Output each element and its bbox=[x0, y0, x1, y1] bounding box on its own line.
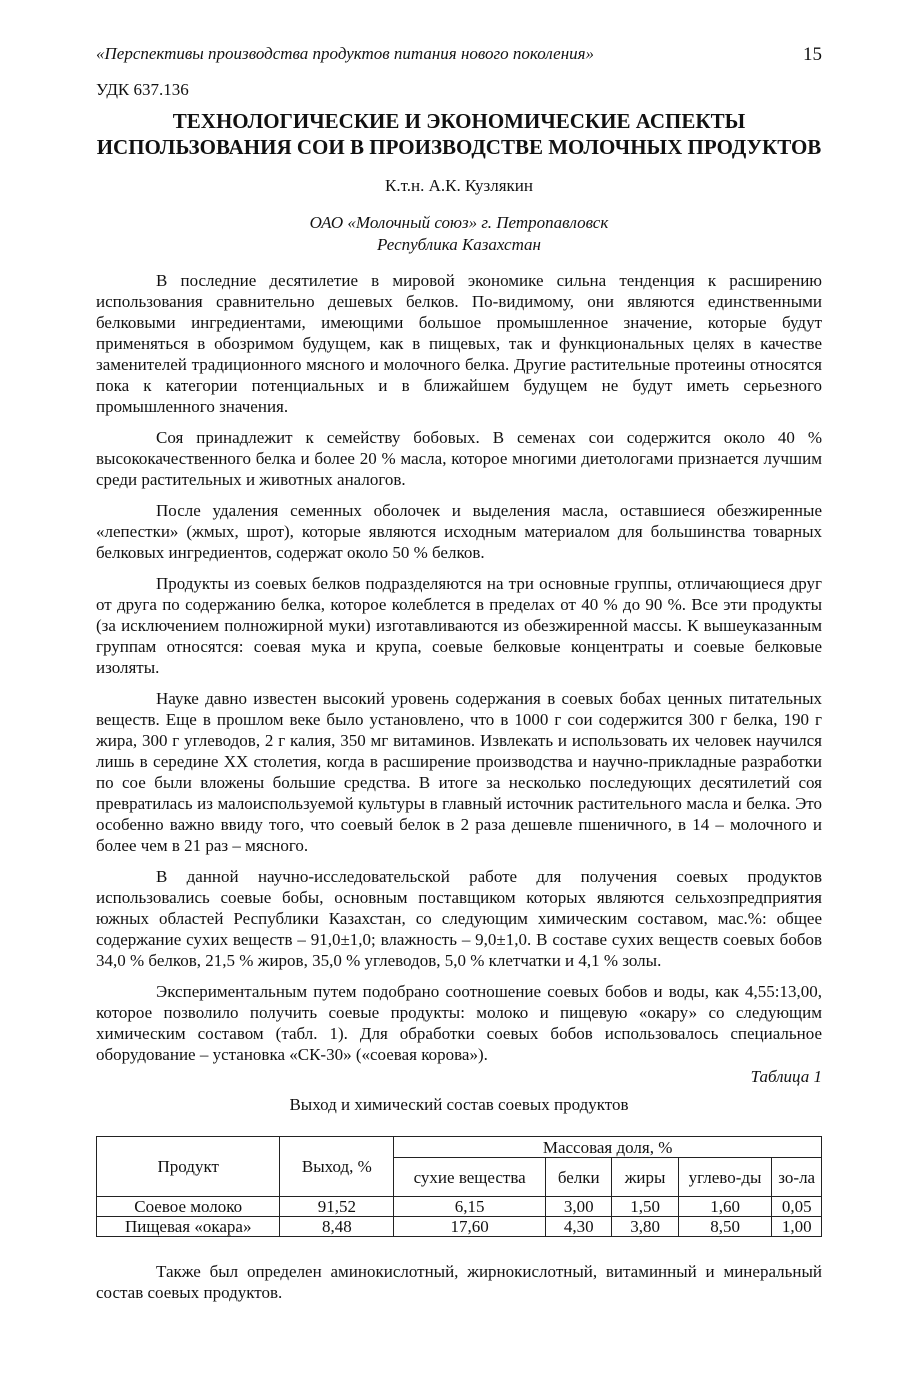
cell-carbs: 8,50 bbox=[678, 1217, 772, 1237]
page bbox=[96, 44, 822, 1320]
table-caption: Выход и химический состав соевых продуктов bbox=[289, 1095, 629, 1114]
article-body bbox=[96, 270, 822, 1065]
cell-protein: 4,30 bbox=[546, 1217, 612, 1237]
cell-ash: 0,05 bbox=[772, 1197, 822, 1217]
cell-product: Пищевая «окара» bbox=[97, 1217, 280, 1237]
closing-paragraph: Также был определен аминокислотный, жирнокислотный, витаминный и минеральный состав соевых продуктов. bbox=[96, 1262, 822, 1302]
cell-product: Соевое молоко bbox=[97, 1197, 280, 1217]
affiliation-line-1: ОАО «Молочный союз» г. Петропавловск bbox=[309, 213, 609, 232]
cell-dry: 6,15 bbox=[394, 1197, 546, 1217]
page-number: 15 bbox=[803, 44, 822, 65]
table-row bbox=[97, 1197, 822, 1217]
paragraph: Продукты из соевых белков подразделяются на три основные группы, отличающиеся друг от друга по содержанию белка, которое колеблется в пределах от 40 % до 90 %. Все эти продукты (за исключением полножирной муки) изготавливаются из обезжиренной массы. К вышеуказанным группам относятся: соевая мука и крупа, соевые белковые концентраты и соевые белковые изоляты. bbox=[96, 574, 822, 677]
header-dry-matter: сухие вещества bbox=[394, 1158, 546, 1197]
cell-carbs: 1,60 bbox=[678, 1197, 772, 1217]
author: К.т.н. А.К. Кузлякин bbox=[385, 176, 533, 195]
cell-dry: 17,60 bbox=[394, 1217, 546, 1237]
udc-code: УДК 637.136 bbox=[96, 80, 189, 99]
table-label: Таблица 1 bbox=[750, 1067, 822, 1086]
header-product: Продукт bbox=[97, 1137, 280, 1197]
paragraph: Соя принадлежит к семейству бобовых. В семенах сои содержится около 40 % высококачественного белка и более 20 % масла, которое многими диетологами признается лучшим среди растительных и животных аналогов. bbox=[96, 428, 822, 489]
paragraph: В последние десятилетие в мировой экономике сильна тенденция к расширению использования сравнительно дешевых белков. По-видимому, они являются единственными белковыми ингредиентами, имеющими большое промышленное значение, которые будут применяться в обозримом будущем, как в пищевых, так и функциональных целях в качестве заменителей традиционного мясного и молочного белка. Другие растительные протеины относятся пока к категории потенциальных и в ближайшем будущем не будут иметь серьезного промышленного значения. bbox=[96, 271, 822, 416]
affiliation bbox=[96, 212, 822, 256]
cell-yield: 8,48 bbox=[280, 1217, 394, 1237]
paragraph: Экспериментальным путем подобрано соотношение соевых бобов и воды, как 4,55:13,00, которое позволило получить соевые продукты: молоко и пищевую «окару» со следующим химическим составом (табл. 1). Для обработки соевых бобов использовалось специальное оборудование – установка «СК-30» («соевая корова»). bbox=[96, 982, 822, 1064]
cell-yield: 91,52 bbox=[280, 1197, 394, 1217]
header-fat: жиры bbox=[612, 1158, 678, 1197]
cell-fat: 1,50 bbox=[612, 1197, 678, 1217]
cell-ash: 1,00 bbox=[772, 1217, 822, 1237]
header-ash: зо-ла bbox=[772, 1158, 822, 1197]
composition-table bbox=[96, 1136, 822, 1237]
header-mass-share: Массовая доля, % bbox=[394, 1137, 822, 1158]
affiliation-line-2: Республика Казахстан bbox=[376, 235, 541, 254]
running-title: «Перспективы производства продуктов питания нового поколения» bbox=[96, 44, 595, 63]
paragraph: После удаления семенных оболочек и выделения масла, оставшиеся обезжиренные «лепестки» (жмых, шрот), которые являются исходным материалом для большинства товарных белковых ингредиентов, содержат около 50 % белков. bbox=[96, 501, 822, 562]
cell-protein: 3,00 bbox=[546, 1197, 612, 1217]
paragraph: Науке давно известен высокий уровень содержания в соевых бобах ценных питательных веществ. Еще в прошлом веке было установлено, что в 1000 г сои содержится 300 г белка, 190 г жира, 300 г углеводов, 2 г калия, 350 мг витаминов. Извлекать и использовать их человек научился лишь в середине XX столетия, когда в расширение производства и научно-прикладные разработки по сое были вложены большие средства. В итоге за несколько последующих десятилетий соя превратилась из малоиспользуемой культуры в главный источник растительного масла и белка. Это особенно важно ввиду того, что соевый белок в 2 раза дешевле пшеничного, в 14 – молочного и более чем в 21 раз – мясного. bbox=[96, 689, 822, 855]
table-header-row bbox=[97, 1137, 822, 1158]
header-carbs: углево-ды bbox=[678, 1158, 772, 1197]
running-head bbox=[96, 44, 822, 70]
table-row bbox=[97, 1217, 822, 1237]
paragraph: В данной научно-исследовательской работе для получения соевых продуктов использовались соевые бобы, основным поставщиком которых являются сельхозпредприятия южных областей Республики Казахстан, со следующим химическим составом, мас.%: общее содержание сухих веществ – 91,0±1,0; влажность – 9,0±1,0. В составе сухих веществ соевых бобов 34,0 % белков, 21,5 % жиров, 35,0 % углеводов, 5,0 % клетчатки и 4,1 % золы. bbox=[96, 867, 822, 970]
article-title: ТЕХНОЛОГИЧЕСКИЕ И ЭКОНОМИЧЕСКИЕ АСПЕКТЫ ИСПОЛЬЗОВАНИЯ СОИ В ПРОИЗВОДСТВЕ МОЛОЧНЫХ ПРОДУКТОВ bbox=[96, 109, 822, 159]
cell-fat: 3,80 bbox=[612, 1217, 678, 1237]
header-protein: белки bbox=[546, 1158, 612, 1197]
header-yield: Выход, % bbox=[280, 1137, 394, 1197]
